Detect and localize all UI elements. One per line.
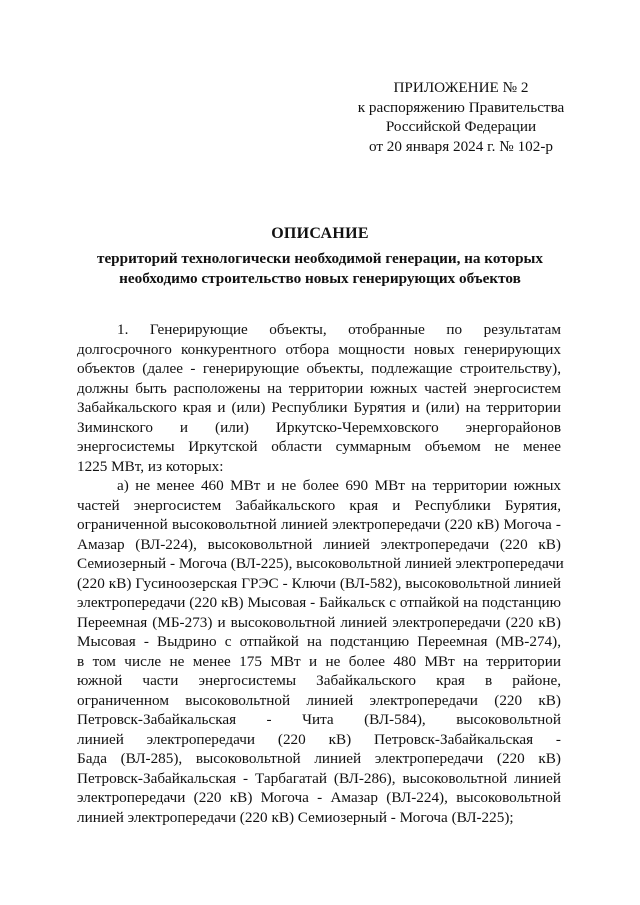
subtitle-line: территорий технологически необходимой генерации, на которых [96, 250, 543, 267]
subparagraph-a-line: Мысовая - Выдрино с отпайкой на подстанцию Переемная (МВ-274), [77, 633, 561, 650]
subparagraph-a-line: а) не менее 460 МВт и не более 690 МВт на территории южных [117, 477, 561, 494]
document-title: ОПИСАНИЕ [271, 225, 369, 242]
subparagraph-a-line: электропередачи (220 кВ) Могоча - Амазар (ВЛ-224), высоковольтной [77, 789, 561, 806]
paragraph-1-line: 1225 МВт, из которых: [77, 457, 224, 475]
appendix-authority: Российской Федерации [385, 118, 537, 135]
subparagraph-a-line: линией электропередачи (220 кВ) Петровск-Забайкальская - [77, 730, 561, 748]
paragraph-1-line: долгосрочного конкурентного отбора мощности новых генерирующих [77, 340, 561, 358]
subtitle-line: необходимо строительство новых генерирующих объектов [119, 269, 521, 287]
paragraph-1-line: объектов (далее - генерирующие объекты, подлежащие строительству), [77, 360, 561, 377]
paragraph-1-line: 1. Генерирующие объекты, отобранные по результатам [117, 321, 561, 338]
subparagraph-a-line: Переемная (МБ-273) и высоковольтной линией электропередачи (220 кВ) [77, 613, 561, 631]
document-body [77, 320, 564, 827]
subparagraph-a-line: ограниченном высоковольтной линией электропередачи (220 кВ) [77, 691, 561, 709]
subparagraph-a-line: Петровск-Забайкальская - Тарбагатай (ВЛ-286), высоковольтной линией [77, 769, 561, 787]
appendix-reference: к распоряжению Правительства [357, 98, 565, 116]
subparagraph-a-line: электропередачи (220 кВ) Мысовая - Байкальск с отпайкой на подстанцию [77, 594, 561, 611]
paragraph-1-line: Забайкальского края и (или) Республики Бурятия и (или) на территории [77, 399, 561, 416]
document-subtitle [0, 249, 640, 288]
subparagraph-a-line: (220 кВ) Гусиноозерская ГРЭС - Ключи (ВЛ-582), высоковольтной линией [77, 574, 561, 592]
subparagraph-a-line: Петровск-Забайкальская - Чита (ВЛ-584), высоковольтной [77, 711, 561, 728]
subparagraph-a-line: частей энергосистем Забайкальского края и Республики Бурятия, [77, 496, 561, 514]
subparagraph-a-line: южной части энергосистемы Забайкальского края в районе, [77, 672, 561, 689]
appendix-number: ПРИЛОЖЕНИЕ № 2 [393, 79, 529, 96]
subparagraph-a-line: линией электропередачи (220 кВ) Семиозерный - Могоча (ВЛ-225); [77, 808, 514, 826]
appendix-date: от 20 января 2024 г. № 102-р [368, 137, 553, 155]
subparagraph-a-line: ограниченной высоковольтной линией электропередачи (220 кВ) Могоча - [77, 516, 561, 533]
subparagraph-a-line: Семиозерный - Могоча (ВЛ-225), высоковольтной линией электропередачи [77, 555, 564, 572]
appendix-header [330, 78, 592, 156]
paragraph-1-line: должны быть расположены на территории южных частей энергосистем [77, 379, 561, 397]
subparagraph-a-line: в том числе не менее 175 МВт и не более 480 МВт на территории [77, 652, 561, 670]
subparagraph-a-line: Амазар (ВЛ-224), высоковольтной линией электропередачи (220 кВ) [77, 535, 561, 553]
paragraph-1-line: Зиминского и (или) Иркутско-Черемховского энергорайонов [77, 418, 561, 436]
paragraph-1-line: энергосистемы Иркутской области суммарным объемом не менее [77, 438, 561, 455]
subparagraph-a-line: Бада (ВЛ-285), высоковольтной линией электропередачи (220 кВ) [77, 750, 561, 767]
